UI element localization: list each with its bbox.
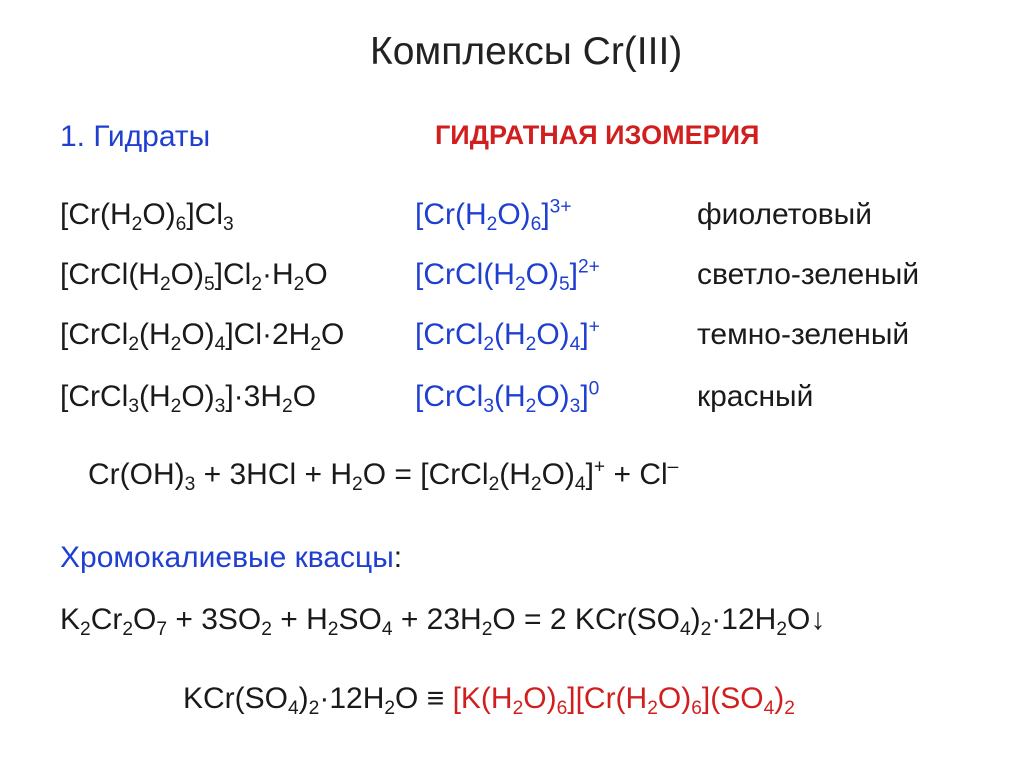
hydrate-formula-1: $[Cr(H_2O)_6]Cl_3$ [60,198,234,236]
alum-formula-equivalence [183,682,795,720]
hydrate-ion-4: $[CrCl_3(H_2O)_3]^0$ [415,378,600,418]
alum-heading-colon: : [393,541,403,574]
hydrate-formula-3: $[CrCl_2(H_2O)_4]Cl\cdot 2H_2O$ [60,318,345,356]
hydrate-color-3: темно-зеленый [697,318,910,351]
hydrate-color-2: светло-зеленый [697,258,920,291]
hydrate-isomerism-heading: ГИДРАТНАЯ ИЗОМЕРИЯ [435,120,760,150]
hydrate-ion-1: $[Cr(H_2O)_6]^{3+}$ [415,196,572,236]
hydrate-ion-2: $[CrCl(H_2O)_5]^{2+}$ [415,256,600,296]
hydrate-color-1: фиолетовый [697,198,873,231]
alum-heading [60,543,402,573]
hydrate-ion-3: $[CrCl_2(H_2O)_4]^+$ [415,316,600,356]
section-hydrates-heading: 1. Гидраты [60,120,211,153]
hydrate-formula-2: $[CrCl(H_2O)_5]Cl_2\cdot H_2O$ [60,258,328,296]
reaction-alum-synthesis: $K_2Cr_2O_7 + 3SO_2 + H_2SO_4 + 23H_2O = 2$ $KCr(SO_4)_2\cdot 12H_2O↓$ [60,603,826,641]
alum-formula-right: $[K(H_2O)_6][Cr(H_2O)_6](SO_4)_2$ [452,682,795,720]
hydrate-formula-4: $[CrCl_3(H_2O)_3]\cdot 3H_2O$ [60,380,317,418]
alum-formula-left: $KCr(SO_4)_2\cdot 12H_2O$ ≡ [183,682,453,720]
alum-heading-label: Хромокалиевые квасцы [60,541,394,574]
reaction-chromium-hydroxide: $Cr(OH)_3 + 3HCl + H_2O$ = $[CrCl_2(H_2O)_4]^+ + Cl^-$ [88,456,679,496]
hydrate-color-4: красный [697,380,814,413]
slide-title: Комплексы Cr(III) [370,30,683,73]
